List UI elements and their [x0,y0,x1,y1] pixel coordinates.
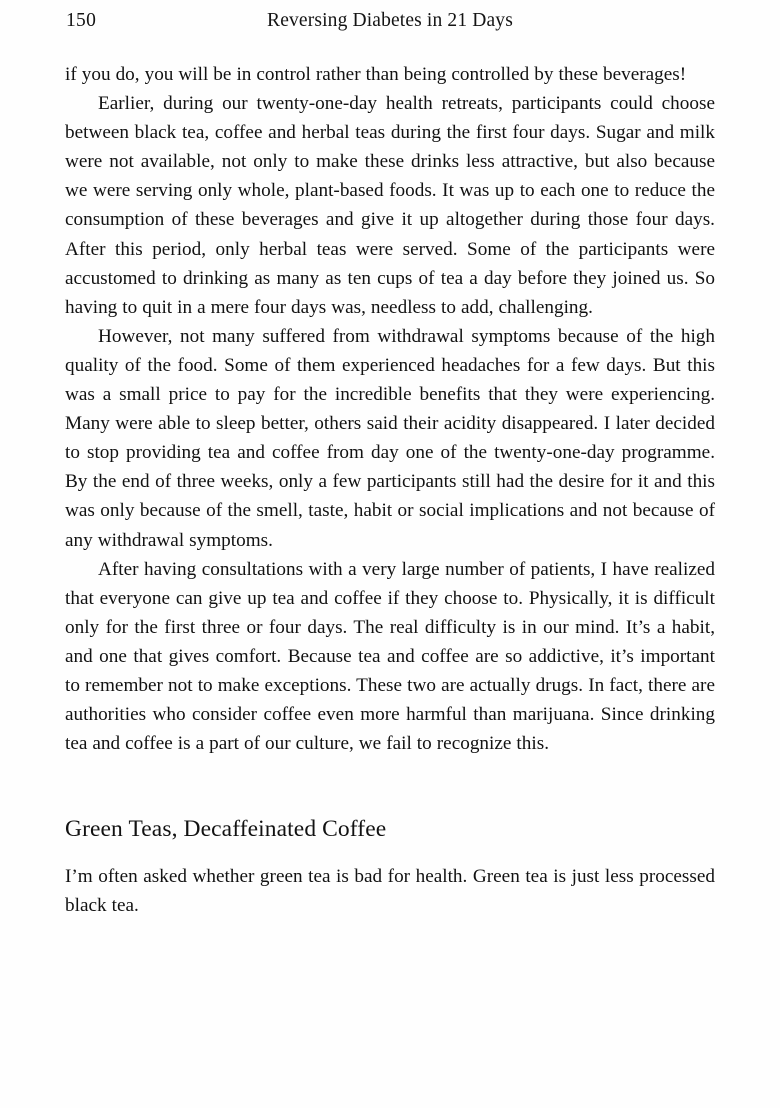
running-head [0,8,780,34]
paragraph-continued: if you do, you will be in control rather than being controlled by these beverages! [65,64,687,85]
heading-spacer-below [65,844,715,862]
paragraph-withdrawal: However, not many suffered from withdrawal symptoms because of the high quality of the food. Some of them experienced headaches for a few days. But this was a small price to pay for the incredible benefits that they were experiencing. Many were able to sleep better, others said their acidity disappeared. I later decided to stop providing tea and coffee from day one of the twenty-one-day programme. By the end of three weeks, only a few participants still had the desire for it and this was only because of the smell, taste, habit or social implications and not because of any withdrawal symptoms. [65,325,715,551]
paragraph-retreats: Earlier, during our twenty-one-day health retreats, participants could choose between black tea, coffee and herbal teas during the first four days. Sugar and milk were not available, not only to make these drinks less attractive, but also because we were serving only whole, plant-based foods. It was up to each one to reduce the consumption of these beverages and give it up altogether during those four days. After this period, only herbal teas were served. Some of the participants were accustomed to drinking as many as ten cups of tea a day before they joined us. So having to quit in a mere four days was, needless to add, challenging. [65,93,715,318]
running-head-title: Reversing Diabetes in 21 Days [267,10,513,31]
section-heading: Green Teas, Decaffeinated Coffee [65,816,387,843]
paragraph-consultations: After having consultations with a very large number of patients, I have realized that everyone can give up tea and coffee if they choose to. Physically, it is difficult only for the first three or four days. The real difficulty is in our mind. It’s a habit, and one that gives comfort. Because tea and coffee are so addictive, it’s important to remember not to make exceptions. These two are actually drugs. In fact, there are authorities who consider coffee even more harmful than marijuana. Since drinking tea and coffee is a part of our culture, we fail to recognize this. [65,558,715,755]
heading-spacer-above [65,758,715,814]
text-block [65,60,715,920]
page-number: 150 [66,10,97,31]
paragraph-green-tea: I’m often asked whether green tea is bad for health. Green tea is just less processed black tea. [65,866,715,917]
